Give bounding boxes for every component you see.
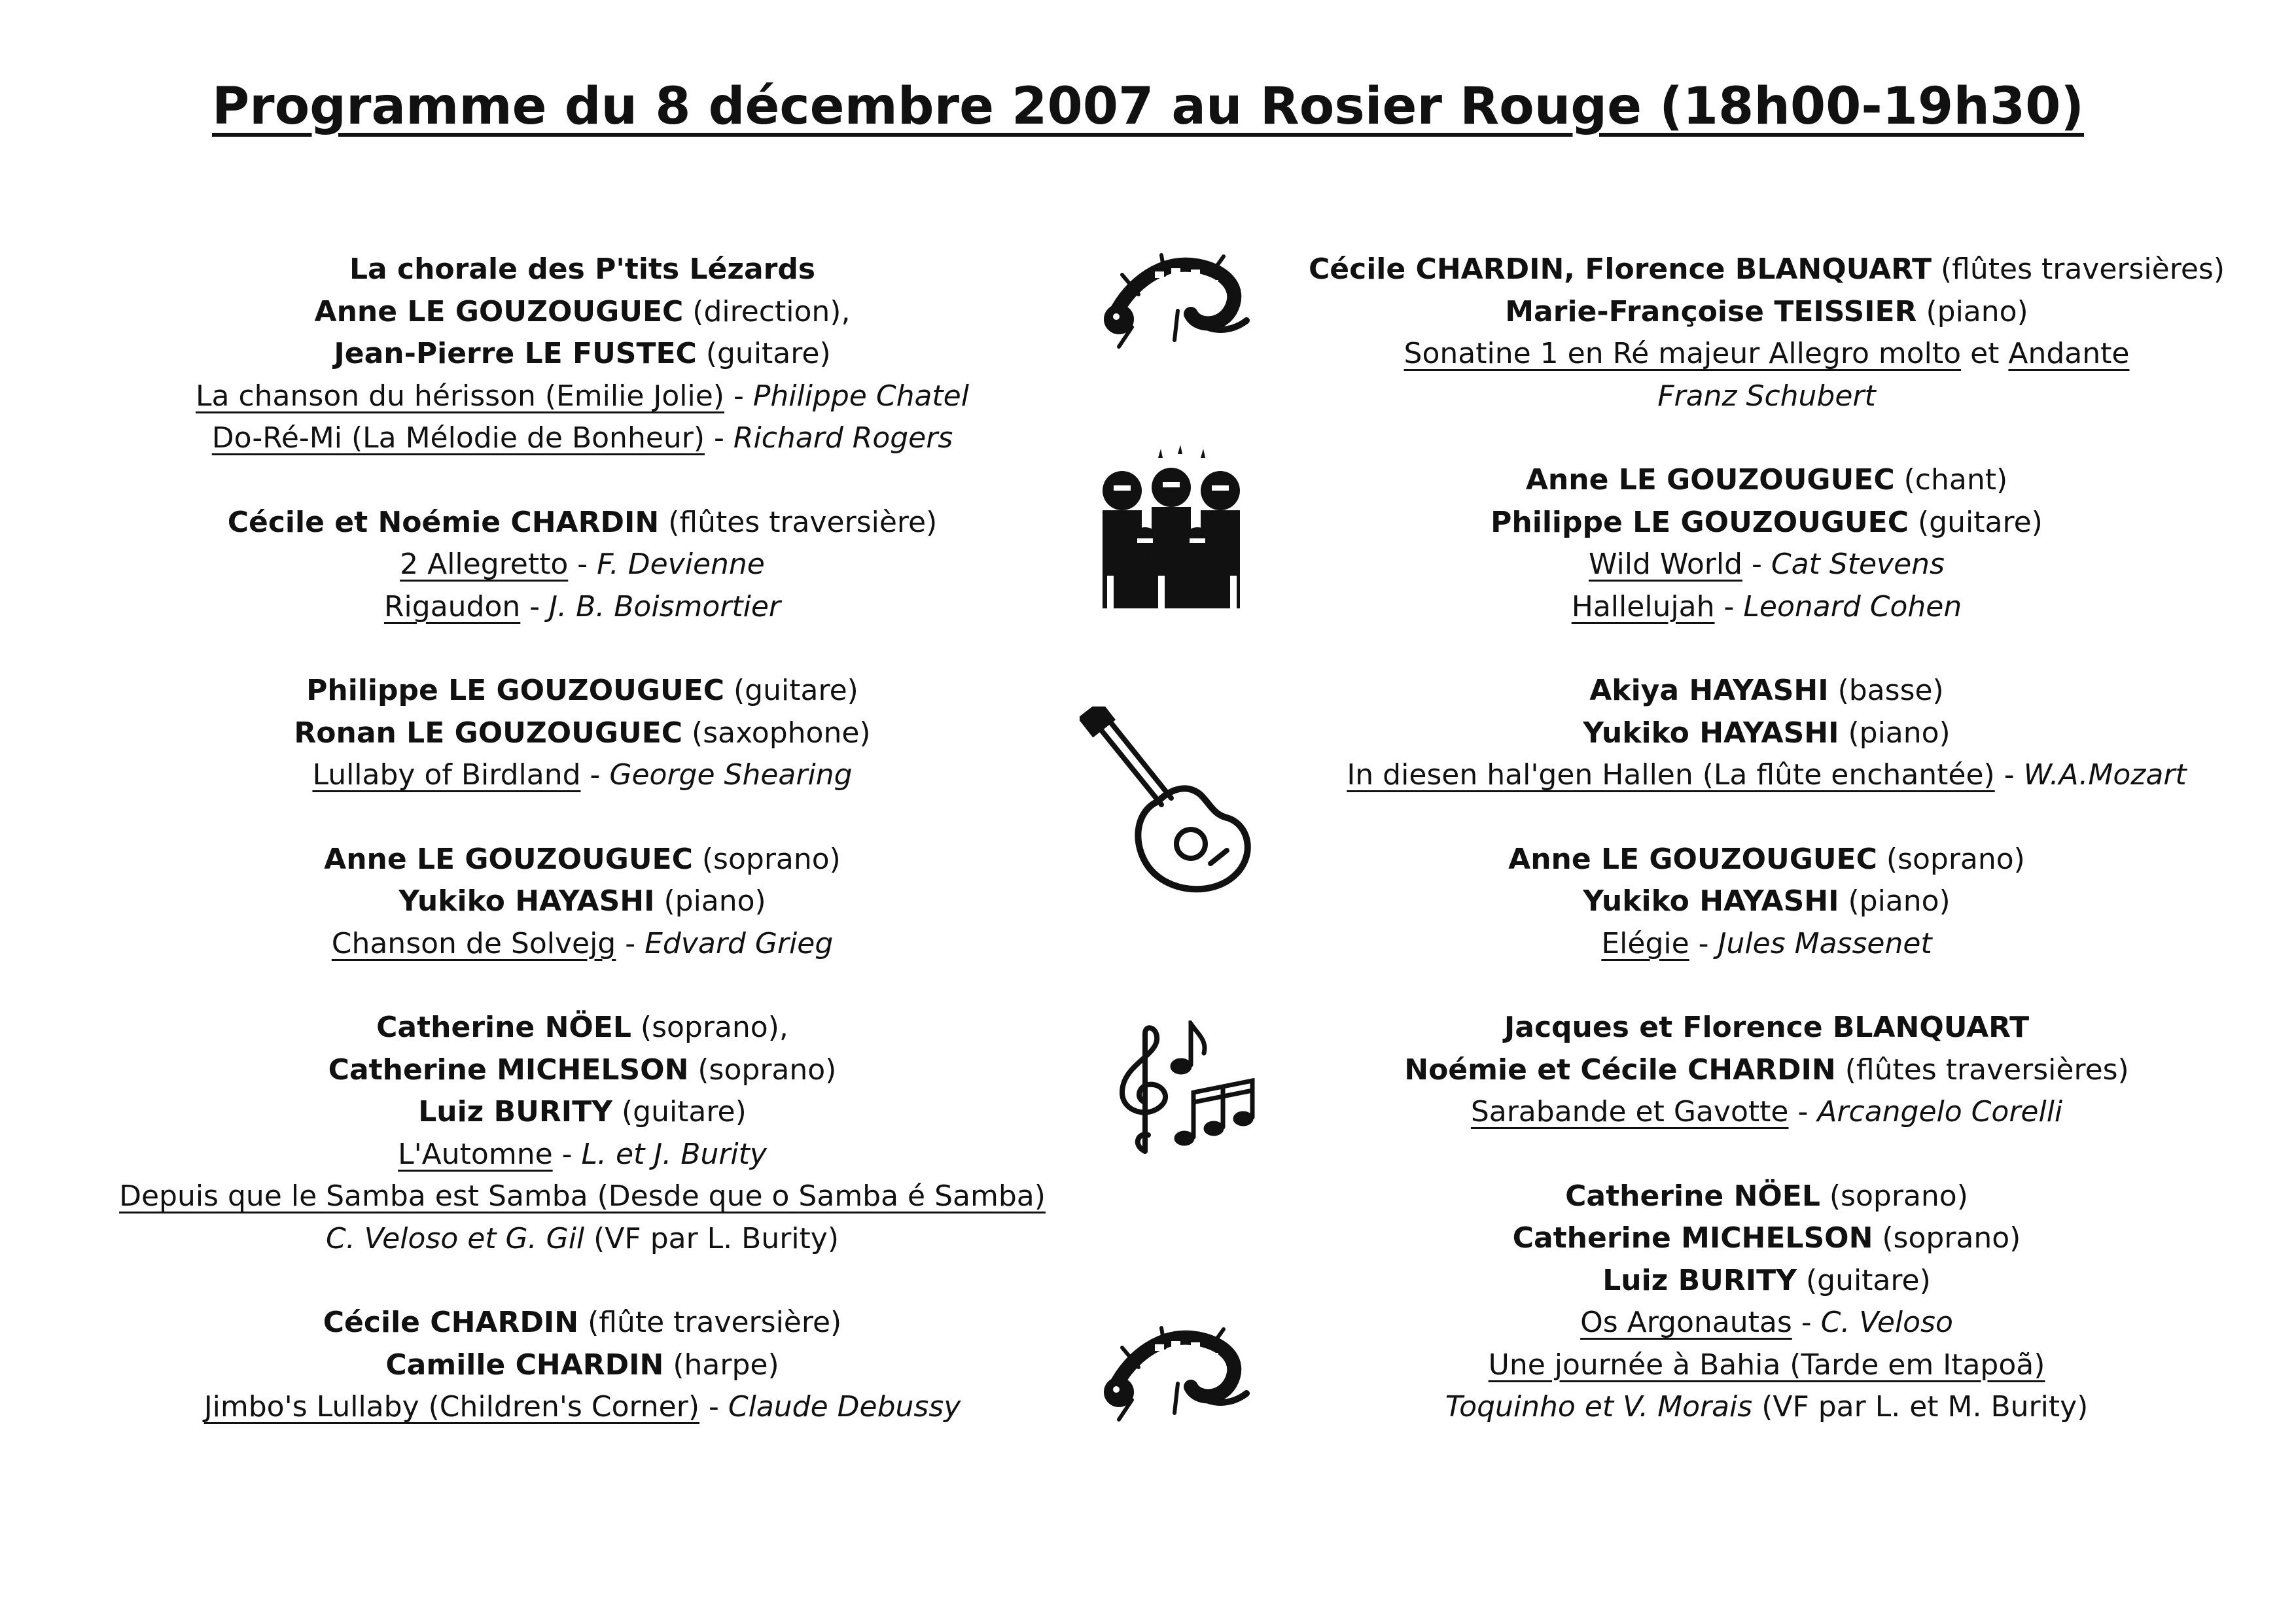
performer-role: (guitare) xyxy=(612,1095,747,1128)
performer-line xyxy=(118,1007,1047,1049)
performer-line xyxy=(118,712,1047,755)
composer-name: Arcangelo Corelli xyxy=(1817,1095,2063,1128)
composer-name: Leonard Cohen xyxy=(1743,589,1962,623)
performer-name: La chorale des P'tits Lézards xyxy=(349,253,816,286)
performer-line xyxy=(1296,839,2238,881)
composer-name: W.A.Mozart xyxy=(2023,758,2187,792)
piece-line xyxy=(118,544,1047,586)
piece-line xyxy=(118,375,1047,418)
performer-name: Yukiko HAYASHI xyxy=(1583,884,1839,918)
piece-title: L'Automne xyxy=(398,1137,553,1171)
piece-title: Wild World xyxy=(1589,548,1743,581)
performer-name: Cécile CHARDIN, Florence BLANQUART xyxy=(1308,253,1932,286)
performer-name: Marie-Françoise TEISSIER xyxy=(1505,294,1917,328)
performer-line xyxy=(118,502,1047,544)
piece-title: La chanson du hérisson (Emilie Jolie) xyxy=(196,379,724,413)
performer-name: Jacques et Florence BLANQUART xyxy=(1504,1011,2030,1044)
composer-name: George Shearing xyxy=(609,758,853,792)
performer-role: (guitare) xyxy=(724,674,858,707)
piece-line xyxy=(118,417,1047,460)
performer-role: (guitare) xyxy=(696,337,831,370)
performer-role: (guitare) xyxy=(1796,1263,1931,1297)
piece-title: Elégie xyxy=(1601,926,1689,960)
piece-title: Sarabande et Gavotte xyxy=(1470,1095,1789,1128)
performer-name: Yukiko HAYASHI xyxy=(398,884,655,918)
piece-title: Chanson de Solvejg xyxy=(331,926,616,960)
piece-line xyxy=(1296,754,2238,797)
composer-name: Edvard Grieg xyxy=(645,926,834,960)
piece-line xyxy=(118,754,1047,797)
performer-role: (flûte traversière) xyxy=(578,1306,842,1339)
performer-line xyxy=(118,881,1047,923)
performer-role: (piano) xyxy=(1839,884,1951,918)
separator: - xyxy=(705,421,733,455)
piece-line xyxy=(118,1176,1047,1218)
performer-role: (chant) xyxy=(1894,463,2008,497)
composer-name: Philippe Chatel xyxy=(752,379,969,413)
separator: - xyxy=(699,1390,728,1423)
piece-line xyxy=(118,923,1047,966)
performer-role: (piano) xyxy=(1916,294,2028,328)
performer-role: (piano) xyxy=(1839,716,1951,750)
performer-role: (soprano) xyxy=(1820,1179,1968,1213)
piece-title: Do-Ré-Mi (La Mélodie de Bonheur) xyxy=(211,421,705,455)
program-item xyxy=(1296,1007,2238,1134)
piece-title: In diesen hal'gen Hallen (La flûte enchantée) xyxy=(1347,758,1995,792)
piece-line xyxy=(118,586,1047,629)
guitar-icon xyxy=(1080,707,1263,903)
lizard-icon xyxy=(1093,249,1256,353)
piece-line xyxy=(1296,333,2238,375)
piece-line xyxy=(1296,544,2238,586)
performer-role: (saxophone) xyxy=(682,716,871,750)
performer-line xyxy=(118,1049,1047,1092)
performer-line xyxy=(118,291,1047,334)
performer-line xyxy=(1296,670,2238,712)
piece-title: Jimbo's Lullaby (Children's Corner) xyxy=(203,1390,700,1423)
translation-note: (VF par L. Burity) xyxy=(584,1221,839,1255)
performer-name: Catherine NÖEL xyxy=(376,1011,631,1044)
separator: - xyxy=(568,548,597,581)
separator: - xyxy=(1742,548,1771,581)
performer-name: Jean-Pierre LE FUSTEC xyxy=(334,337,697,370)
program-item xyxy=(118,839,1047,966)
performer-line xyxy=(1296,881,2238,923)
program-item xyxy=(1296,459,2238,628)
performer-name: Luiz BURITY xyxy=(418,1095,612,1128)
piece-joiner: et xyxy=(1961,337,2009,370)
piece-line xyxy=(1296,1302,2238,1344)
lizard-icon xyxy=(1093,1321,1256,1426)
piece-line xyxy=(118,1386,1047,1429)
piece-title: Lullaby of Birdland xyxy=(312,758,581,792)
credit-line xyxy=(1296,375,2238,418)
performer-name: Luiz BURITY xyxy=(1602,1263,1797,1297)
choir-icon xyxy=(1086,445,1263,621)
performer-name: Ronan LE GOUZOUGUEC xyxy=(294,716,683,750)
separator: - xyxy=(580,758,610,792)
composer-name: C. Veloso et G. Gil xyxy=(325,1221,585,1255)
program-item xyxy=(1296,249,2238,417)
piece-title: 2 Allegretto xyxy=(400,548,569,581)
performer-name: Anne LE GOUZOUGUEC xyxy=(1525,463,1895,497)
composer-name: Franz Schubert xyxy=(1657,379,1876,413)
separator: - xyxy=(1792,1306,1821,1339)
performer-role: (soprano) xyxy=(688,1053,837,1087)
right-column xyxy=(1296,249,2238,1471)
performer-role: (harpe) xyxy=(663,1348,779,1382)
separator: - xyxy=(552,1137,582,1171)
program-item xyxy=(1296,1176,2238,1429)
piece-line xyxy=(1296,1091,2238,1134)
piece-title: Une journée à Bahia (Tarde em Itapoã) xyxy=(1488,1348,2045,1382)
separator: - xyxy=(1714,589,1744,623)
translation-note: (VF par L. et M. Burity) xyxy=(1752,1390,2089,1423)
piece-title: Andante xyxy=(2008,337,2130,370)
composer-name: Jules Massenet xyxy=(1718,926,1932,960)
piece-title: Sonatine 1 en Ré majeur Allegro molto xyxy=(1404,337,1962,370)
piece-title: Os Argonautas xyxy=(1580,1306,1792,1339)
separator: - xyxy=(616,926,645,960)
program-item xyxy=(118,249,1047,460)
separator: - xyxy=(1689,926,1718,960)
performer-role: (soprano) xyxy=(692,842,841,876)
composer-name: F. Devienne xyxy=(597,548,765,581)
composer-name: C. Veloso xyxy=(1820,1306,1953,1339)
performer-role: (soprano) xyxy=(1873,1221,2021,1255)
program-item xyxy=(1296,670,2238,797)
performer-name: Catherine NÖEL xyxy=(1565,1179,1820,1213)
performer-line xyxy=(118,1302,1047,1344)
performer-name: Anne LE GOUZOUGUEC xyxy=(324,842,693,876)
performer-line xyxy=(1296,1176,2238,1218)
performer-role: (basse) xyxy=(1828,674,1944,707)
performer-name: Akiya HAYASHI xyxy=(1589,674,1829,707)
composer-name: Claude Debussy xyxy=(728,1390,961,1423)
performer-role: (soprano), xyxy=(631,1011,788,1044)
program-item xyxy=(118,1007,1047,1260)
separator: - xyxy=(520,589,550,623)
performer-name: Philippe LE GOUZOUGUEC xyxy=(1491,505,1909,539)
performer-line xyxy=(1296,502,2238,544)
left-column xyxy=(118,249,1047,1471)
composer-name: L. et J. Burity xyxy=(581,1137,767,1171)
performer-line xyxy=(118,249,1047,291)
separator: - xyxy=(724,379,753,413)
piece-title: Rigaudon xyxy=(383,589,521,623)
performer-name: Cécile et Noémie CHARDIN xyxy=(227,505,660,539)
credit-line xyxy=(118,1218,1047,1261)
program-item xyxy=(118,502,1047,629)
performer-name: Camille CHARDIN xyxy=(385,1348,664,1382)
piece-line xyxy=(1296,1344,2238,1387)
performer-name: Catherine MICHELSON xyxy=(328,1053,689,1087)
performer-role: (soprano) xyxy=(1877,842,2025,876)
performer-name: Cécile CHARDIN xyxy=(323,1306,579,1339)
credit-line xyxy=(1296,1386,2238,1429)
piece-title: Depuis que le Samba est Samba (Desde que o Samba é Samba) xyxy=(119,1179,1046,1213)
program-item xyxy=(118,1302,1047,1429)
piece-line xyxy=(118,1134,1047,1176)
performer-line xyxy=(1296,459,2238,502)
performer-name: Noémie et Cécile CHARDIN xyxy=(1404,1053,1836,1087)
performer-role: (flûtes traversières) xyxy=(1932,253,2225,286)
performer-role: (direction), xyxy=(683,294,851,328)
performer-line xyxy=(1296,249,2238,291)
performer-line xyxy=(1296,291,2238,334)
performer-line xyxy=(118,670,1047,712)
performer-line xyxy=(1296,1007,2238,1049)
performer-line xyxy=(1296,1260,2238,1302)
performer-role: (piano) xyxy=(654,884,766,918)
performer-name: Catherine MICHELSON xyxy=(1512,1221,1873,1255)
piece-title: Hallelujah xyxy=(1571,589,1715,623)
performer-role: (flûtes traversière) xyxy=(659,505,938,539)
performer-line xyxy=(1296,1049,2238,1092)
performer-role: (flûtes traversières) xyxy=(1835,1053,2129,1087)
piece-line xyxy=(1296,586,2238,629)
performer-name: Anne LE GOUZOUGUEC xyxy=(314,294,684,328)
composer-name: Toquinho et V. Morais xyxy=(1445,1390,1753,1423)
performer-name: Yukiko HAYASHI xyxy=(1583,716,1839,750)
piece-line xyxy=(1296,923,2238,966)
separator: - xyxy=(1994,758,2024,792)
performer-line xyxy=(118,1091,1047,1134)
page-title: Programme du 8 décembre 2007 au Rosier Rouge (18h00-19h30) xyxy=(211,77,2085,136)
performer-name: Philippe LE GOUZOUGUEC xyxy=(306,674,725,707)
performer-role: (guitare) xyxy=(1909,505,2043,539)
performer-line xyxy=(1296,712,2238,755)
program-item xyxy=(1296,839,2238,966)
performer-name: Anne LE GOUZOUGUEC xyxy=(1508,842,1877,876)
separator: - xyxy=(1788,1095,1818,1128)
composer-name: J. B. Boismortier xyxy=(549,589,781,623)
performer-line xyxy=(1296,1217,2238,1260)
program-item xyxy=(118,670,1047,797)
music-notes-icon xyxy=(1106,1021,1263,1171)
performer-line xyxy=(118,1344,1047,1387)
composer-name: Cat Stevens xyxy=(1771,548,1945,581)
performer-line xyxy=(118,839,1047,881)
performer-line xyxy=(118,333,1047,375)
composer-name: Richard Rogers xyxy=(733,421,953,455)
